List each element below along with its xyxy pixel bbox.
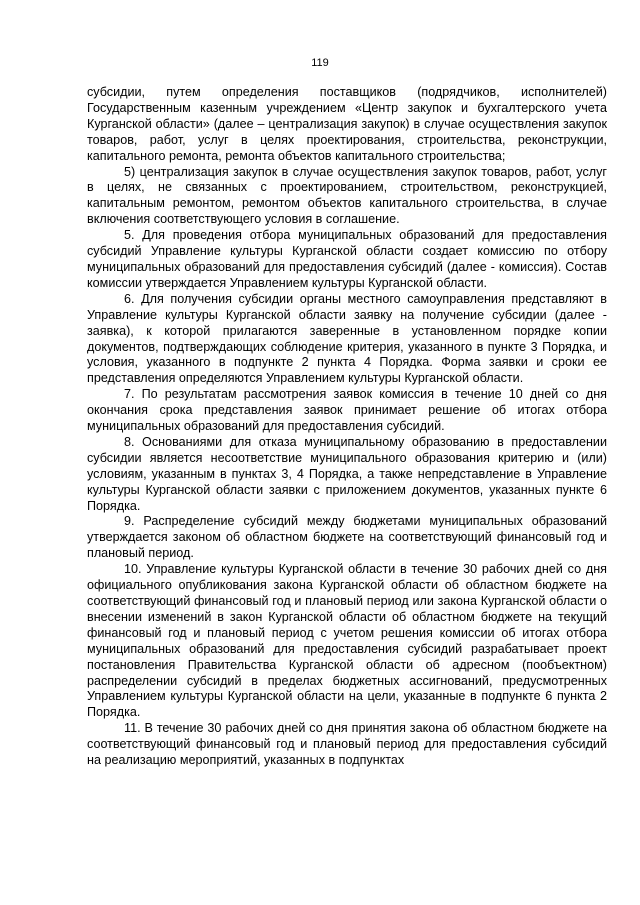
paragraph: 7. По результатам рассмотрения заявок комиссия в течение 10 дней со дня окончания срока представления заявок принимает решение об итогах отбора муниципальных образований для предоставления субсидий. xyxy=(87,387,607,434)
document-body xyxy=(87,85,607,769)
paragraph: субсидии, путем определения поставщиков (подрядчиков, исполнителей) Государственным казенным учреждением «Центр закупок и бухгалтерского учета Курганской области» (далее – централизация закупок) в случае осуществления закупок товаров, работ, услуг в целях проектирования, строительства, реконструкции, капитального ремонта, ремонта объектов капитального строительства; xyxy=(87,85,607,163)
page-number: 119 xyxy=(311,57,329,69)
paragraph: 10. Управление культуры Курганской области в течение 30 рабочих дней со дня официального опубликования закона Курганской области об областном бюджете на соответствующий финансовый год и плановый период или закона Курганской области о внесении изменений в закон Курганской области об областном бюджете на текущий финансовый год и плановый период с учетом решения комиссии об итогах отбора муниципальных образований для предоставления субсидий разрабатывает проект постановления Правительства Курганской области об адресном (пообъектном) распределении субсидий в пределах бюджетных ассигнований, предусмотренных Управлением культуры Курганской области на цели, указанные в подпункте 6 пункта 2 Порядка. xyxy=(87,562,607,720)
paragraph: 8. Основаниями для отказа муниципальному образованию в предоставлении субсидии является несоответствие муниципального образования критерию и (или) условиям, указанным в пунктах 3, 4 Порядка, а также непредставление в Управление культуры Курганской области заявки с приложением документов, указанных пункте 6 Порядка. xyxy=(87,434,607,513)
paragraph: 5) централизация закупок в случае осуществления закупок товаров, работ, услуг в целях, не связанных с проектированием, строительством, реконструкцией, капитальным ремонтом, ремонтом объектов капитального строительства, в случае включения соответствующего условия в соглашение. xyxy=(87,164,607,227)
paragraph: 9. Распределение субсидий между бюджетами муниципальных образований утверждается законом об областном бюджете на соответствующий финансовый год и плановый период. xyxy=(87,514,607,561)
paragraph: 5. Для проведения отбора муниципальных образований для предоставления субсидий Управление культуры Курганской области создает комиссию по отбору муниципальных образований для предоставления субсидий (далее - комиссия). Состав комиссии утверждается Управлением культуры Курганской области. xyxy=(87,228,607,290)
paragraph: 11. В течение 30 рабочих дней со дня принятия закона об областном бюджете на соответствующий финансовый год и плановый период для предоставления субсидий на реализацию мероприятий, указанных в подпунктах xyxy=(87,721,607,768)
paragraph: 6. Для получения субсидии органы местного самоуправления представляют в Управление культуры Курганской области заявку на получение субсидии (далее - заявка), к которой прилагаются заверенные в установленном порядке копии документов, подтверждающих соблюдение критерия, указанного в пункте 3 Порядка, и условия, указанного в подпункте 2 пункта 4 Порядка. Форма заявки и сроки ее представления определяются Управлением культуры Курганской области. xyxy=(87,291,607,386)
